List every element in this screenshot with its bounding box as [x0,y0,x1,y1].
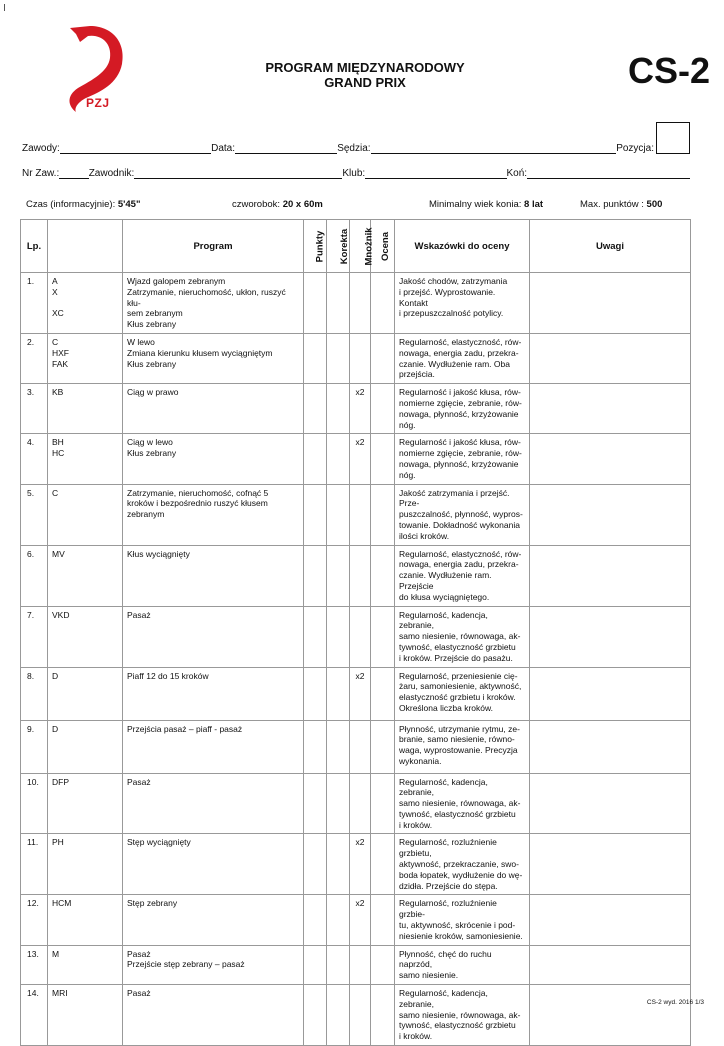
czworobok-value: 20 x 60m [282,199,323,210]
row-lp: 5. [21,484,48,545]
score-ocena[interactable] [371,606,395,667]
wiek-info [429,199,543,210]
score-ocena[interactable] [371,720,395,773]
score-korekta[interactable] [327,945,350,984]
score-korekta[interactable] [327,895,350,945]
row-multiplier: x2 [350,434,371,484]
score-punkty[interactable] [304,720,327,773]
row-multiplier [350,273,371,334]
score-korekta[interactable] [327,720,350,773]
score-ocena[interactable] [371,895,395,945]
remarks-field[interactable] [530,273,691,334]
remarks-field[interactable] [530,545,691,606]
score-punkty[interactable] [304,434,327,484]
row-multiplier [350,985,371,1046]
score-ocena[interactable] [371,667,395,720]
row-lp: 1. [21,273,48,334]
score-korekta[interactable] [327,545,350,606]
table-row [21,667,691,720]
row-letters: VKD [48,606,123,667]
nr-zaw-label: Nr Zaw.: [22,168,60,179]
score-korekta[interactable] [327,484,350,545]
score-korekta[interactable] [327,434,350,484]
row-program: Kłus wyciągnięty [123,545,304,606]
row-lp: 3. [21,384,48,434]
remarks-field[interactable] [530,945,691,984]
max-value: 500 [646,199,663,210]
zawody-field[interactable] [60,142,211,154]
remarks-field[interactable] [530,834,691,895]
data-label: Data: [211,143,236,154]
row-lp: 6. [21,545,48,606]
remarks-field[interactable] [530,333,691,383]
row-lp: 9. [21,720,48,773]
score-punkty[interactable] [304,945,327,984]
row-hints: Płynność, utrzymanie rytmu, ze- branie, samo niesienie, równo- waga, wyprostowanie. Precyzja wykonania. [395,720,530,773]
score-punkty[interactable] [304,985,327,1046]
score-korekta[interactable] [327,985,350,1046]
row-hints: Regularność, elastyczność, rów- nowaga, energia zadu, przekra- czanie. Wydłużenie ram. Przejście do kłusa wyciągniętego. [395,545,530,606]
remarks-field[interactable] [530,484,691,545]
table-row [21,895,691,945]
title-line-2: GRAND PRIX [324,75,406,90]
table-row [21,273,691,334]
row-multiplier: x2 [350,667,371,720]
row-hints: Regularność, kadencja, zebranie, samo niesienie, równowaga, ak- tywność, elastyczność grzbietu i kroków. [395,985,530,1046]
remarks-field[interactable] [530,985,691,1046]
score-ocena[interactable] [371,384,395,434]
row-hints: Regularność, rozluźnienie grzbietu, aktywność, przekraczanie, swo- boda łopatek, wydłużenie do wę- dzidła. Przejście do stępa. [395,834,530,895]
table-row [21,484,691,545]
remarks-field[interactable] [530,434,691,484]
row-program: Zatrzymanie, nieruchomość, cofnąć 5 kroków i bezpośrednio ruszyć kłusem zebranym [123,484,304,545]
czas-label: Czas (informacyjnie): [26,199,116,210]
header-punkty: Punkty [304,220,327,273]
page-title [240,60,490,90]
score-ocena[interactable] [371,434,395,484]
row-letters: M [48,945,123,984]
remarks-field[interactable] [530,606,691,667]
remarks-field[interactable] [530,384,691,434]
row-hints: Jakość chodów, zatrzymania i przejść. Wyprostowanie. Kontakt i przepuszczalność potylicy. [395,273,530,334]
header-mnoznik: Mnożnik [350,220,371,273]
row-letters: A X XC [48,273,123,334]
row-lp: 13. [21,945,48,984]
row-letters: HCM [48,895,123,945]
row-program: Wjazd galopem zebranym Zatrzymanie, nieruchomość, ukłon, ruszyć kłu- sem zebranym Kłus zebrany [123,273,304,334]
kon-field[interactable] [527,167,690,179]
score-ocena[interactable] [371,273,395,334]
logo-text: PZJ [86,96,110,110]
zawody-label: Zawody: [22,143,60,154]
row-program: Pasaż [123,606,304,667]
wiek-value: 8 lat [524,199,544,210]
sedzia-field[interactable] [371,142,617,154]
data-field[interactable] [235,142,337,154]
table-row [21,384,691,434]
score-ocena[interactable] [371,333,395,383]
row-hints: Regularność, przeniesienie cię- żaru, samoniesienie, aktywność, elastyczność grzbietu i kroków. Określona liczba kroków. [395,667,530,720]
row-lp: 8. [21,667,48,720]
row-program: Pasaż Przejście stęp zebrany – pasaż [123,945,304,984]
score-table [20,219,691,1046]
row-multiplier: x2 [350,834,371,895]
fields-row-2 [22,165,690,179]
table-row [21,985,691,1046]
score-punkty[interactable] [304,895,327,945]
row-hints: Regularność, kadencja, zebranie, samo niesienie, równowaga, ak- tywność, elastyczność grzbietu i kroków. [395,773,530,834]
score-ocena[interactable] [371,484,395,545]
table-row [21,434,691,484]
row-lp: 10. [21,773,48,834]
score-punkty[interactable] [304,484,327,545]
row-multiplier [350,945,371,984]
footer: CS-2 wyd. 2016 1/3 [646,999,704,1006]
score-punkty[interactable] [304,273,327,334]
row-hints: Płynność, chęć do ruchu naprzód, samo niesienie. [395,945,530,984]
remarks-field[interactable] [530,773,691,834]
row-multiplier [350,606,371,667]
czworobok-info [232,199,323,210]
czas-info [26,199,140,210]
row-letters: MV [48,545,123,606]
max-info [580,199,662,210]
score-korekta[interactable] [327,667,350,720]
row-hints: Regularność, elastyczność, rów- nowaga, energia zadu, przekra- czanie. Wydłużenie ram. Oba przejścia. [395,333,530,383]
remarks-field[interactable] [530,667,691,720]
row-program: Przejścia pasaż – piaff - pasaż [123,720,304,773]
czas-value: 5'45" [117,199,141,210]
row-letters: C HXF FAK [48,333,123,383]
row-program: Pasaż [123,985,304,1046]
score-ocena[interactable] [371,945,395,984]
row-letters: PH [48,834,123,895]
row-lp: 11. [21,834,48,895]
row-letters: D [48,720,123,773]
score-korekta[interactable] [327,333,350,383]
czworobok-label: czworobok: [232,199,281,210]
remarks-field[interactable] [530,720,691,773]
row-program: W lewo Zmiana kierunku kłusem wyciągniętym Kłus zebrany [123,333,304,383]
header-uwagi: Uwagi [530,220,691,273]
wiek-label: Minimalny wiek konia: [429,199,522,210]
row-letters: BH HC [48,434,123,484]
score-ocena[interactable] [371,834,395,895]
table-row [21,945,691,984]
header-program: Program [123,220,304,273]
header-letters [48,220,123,273]
row-letters: D [48,667,123,720]
row-program: Ciąg w lewo Kłus zebrany [123,434,304,484]
header-ocena: Ocena [371,220,395,273]
row-letters: C [48,484,123,545]
row-letters: MRI [48,985,123,1046]
table-header-row [21,220,691,273]
row-hints: Regularność i jakość kłusa, rów- nomierne zgięcie, zebranie, rów- nowaga, płynność, krzyżowanie nóg. [395,434,530,484]
fields-row-1 [22,140,654,154]
score-ocena[interactable] [371,985,395,1046]
row-multiplier [350,333,371,383]
table-row [21,333,691,383]
nr-zaw-field[interactable] [59,167,88,179]
corner-mark [4,4,5,11]
row-multiplier: x2 [350,895,371,945]
row-multiplier: x2 [350,384,371,434]
row-lp: 7. [21,606,48,667]
row-program: Stęp wyciągnięty [123,834,304,895]
row-hints: Regularność, kadencja, zebranie, samo niesienie, równowaga, ak- tywność, elastyczność grzbietu i kroków. Przejście do pasażu. [395,606,530,667]
score-ocena[interactable] [371,773,395,834]
table-row [21,773,691,834]
pozycja-label: Pozycja: [616,143,654,154]
score-punkty[interactable] [304,773,327,834]
table-row [21,545,691,606]
test-code: CS-2 [627,50,710,91]
remarks-field[interactable] [530,895,691,945]
header-korekta: Korekta [327,220,350,273]
score-korekta[interactable] [327,834,350,895]
row-multiplier [350,720,371,773]
row-program: Pasaż [123,773,304,834]
score-punkty[interactable] [304,667,327,720]
row-program: Stęp zebrany [123,895,304,945]
header-lp: Lp. [21,220,48,273]
zawodnik-field[interactable] [134,167,342,179]
row-program: Piaff 12 do 15 kroków [123,667,304,720]
score-korekta[interactable] [327,273,350,334]
row-letters: KB [48,384,123,434]
zawodnik-label: Zawodnik: [88,168,135,179]
score-punkty[interactable] [304,606,327,667]
row-lp: 12. [21,895,48,945]
score-korekta[interactable] [327,773,350,834]
row-lp: 4. [21,434,48,484]
score-punkty[interactable] [304,333,327,383]
score-punkty[interactable] [304,545,327,606]
klub-field[interactable] [365,167,506,179]
pozycja-box[interactable] [656,122,690,154]
header-wskazowki: Wskazówki do oceny [395,220,530,273]
row-program: Ciąg w prawo [123,384,304,434]
score-korekta[interactable] [327,606,350,667]
row-letters: DFP [48,773,123,834]
score-ocena[interactable] [371,545,395,606]
table-row [21,720,691,773]
score-punkty[interactable] [304,384,327,434]
kon-label: Koń: [506,168,528,179]
table-row [21,606,691,667]
score-punkty[interactable] [304,834,327,895]
table-row [21,834,691,895]
row-hints: Regularność i jakość kłusa, rów- nomierne zgięcie, zebranie, rów- nowaga, płynność, krzyżowanie nóg. [395,384,530,434]
row-multiplier [350,773,371,834]
row-lp: 2. [21,333,48,383]
row-hints: Regularność, rozluźnienie grzbie- tu, aktywność, skrócenie i pod- niesienie kroków, samoniesienie. [395,895,530,945]
row-lp: 14. [21,985,48,1046]
max-label: Max. punktów : [580,199,644,210]
klub-label: Klub: [342,168,366,179]
row-multiplier [350,545,371,606]
sedzia-label: Sędzia: [337,143,371,154]
row-multiplier [350,484,371,545]
score-korekta[interactable] [327,384,350,434]
title-line-1: PROGRAM MIĘDZYNARODOWY [265,60,465,75]
row-hints: Jakość zatrzymania i przejść. Prze- puszczalność, płynność, wypros- towanie. Dokładność wykonania ilości kroków. [395,484,530,545]
